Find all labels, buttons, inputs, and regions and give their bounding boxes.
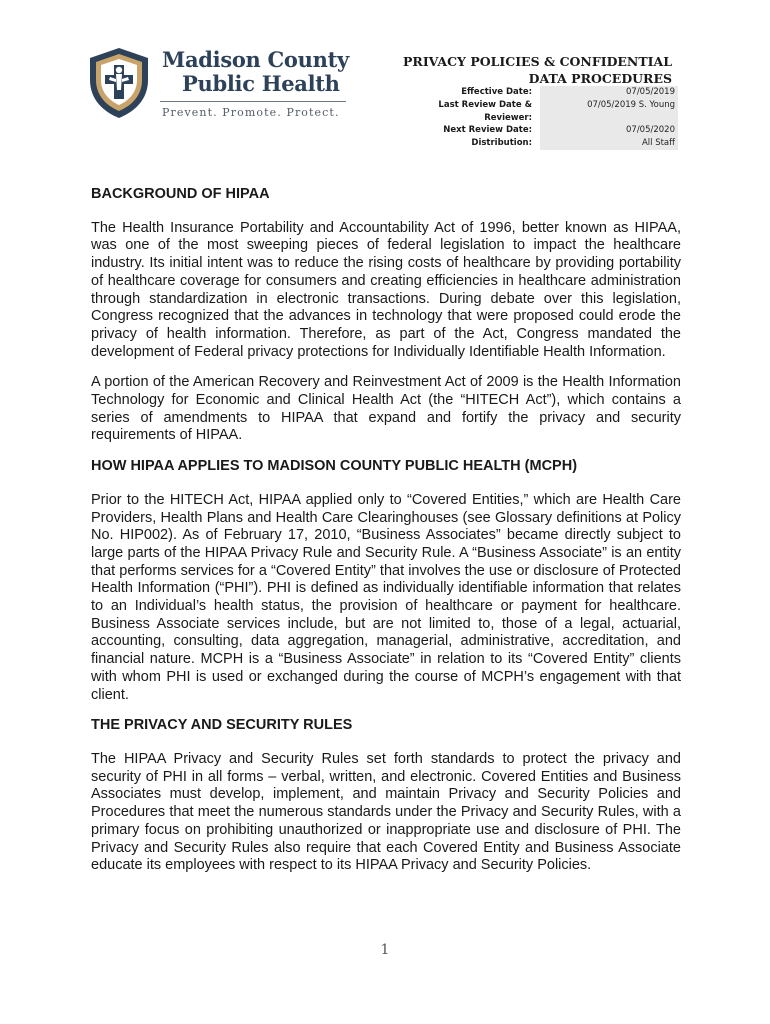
metadata-label: Effective Date: xyxy=(461,87,532,97)
document-title-line2: DATA PROCEDURES xyxy=(528,71,672,86)
page-number: 1 xyxy=(380,942,390,958)
metadata-value: 07/05/2019 S. Young xyxy=(540,99,678,125)
metadata-row-distribution xyxy=(400,137,680,150)
document-title xyxy=(403,53,672,87)
metadata-row-effective-date xyxy=(400,86,680,99)
metadata-value: All Staff xyxy=(540,137,678,150)
metadata-value: 07/05/2020 xyxy=(540,124,678,137)
document-body xyxy=(91,186,681,888)
organization-name-line1: Madison County xyxy=(162,47,349,72)
organization-logo xyxy=(86,46,356,124)
document-title-line1: PRIVACY POLICIES & CONFIDENTIAL xyxy=(403,54,672,69)
metadata-label: Distribution: xyxy=(471,138,532,149)
organization-name-line2: Public Health xyxy=(182,71,340,96)
logo-divider xyxy=(160,101,346,102)
organization-name xyxy=(162,48,349,96)
metadata-value: 07/05/2019 xyxy=(540,86,678,99)
organization-tagline: Prevent. Promote. Protect. xyxy=(162,106,340,119)
paragraph: The Health Insurance Portability and Accountability Act of 1996, better known as HIPAA, was one of the most sweeping pieces of federal legislation to impact the healthcare industry. Its initial intent was to reduce the rising costs of healthcare by providing portability of healthcare coverage for consumers and creating efficiencies in healthcare administration through standardization in electronic transactions. During debate over this legislation, Congress recognized that the advances in technology that were proposed could erode the privacy of health information. Therefore, as part of the Act, Congress mandated the development of Federal privacy protections for Individually Identifiable Health Information. xyxy=(91,219,681,360)
paragraph: Prior to the HITECH Act, HIPAA applied only to “Covered Entities,” which are Health Care Providers, Health Plans and Health Care Clearinghouses (see Glossary definitions at Policy No. HIP002). As of February 17, 2010, “Business Associates” became directly subject to large parts of the HIPAA Privacy Rule and Security Rule. A “Business Associate” is an entity that performs services for a “Covered Entity” that involves the use or disclosure of Protected Health Information (“PHI”). PHI is defined as individually identifiable information that relates to an Individual’s health status, the provision of healthcare or payment for healthcare. Business Associate services include, but are not limited to, those of a legal, actuarial, accounting, consulting, data aggregation, managerial, administrative, accreditation, and financial nature. MCPH is a “Business Associate” in relation to its “Covered Entity” clients with whom PHI is used or exchanged during the course of MCPH’s engagement with that client. xyxy=(91,491,681,703)
document-metadata-table xyxy=(400,86,680,150)
section-heading-applicability: HOW HIPAA APPLIES TO MADISON COUNTY PUBLIC HEALTH (MCPH) xyxy=(91,458,578,475)
section-heading-rules: THE PRIVACY AND SECURITY RULES xyxy=(91,717,353,734)
shield-cross-icon xyxy=(86,46,152,120)
paragraph: The HIPAA Privacy and Security Rules set forth standards to protect the privacy and security of PHI in all forms – verbal, written, and electronic. Covered Entities and Business Associates must develop, implement, and maintain Privacy and Security Policies and Procedures that meet the numerous standards under the Privacy and Security Rules, with a primary focus on prohibiting unauthorized or inappropriate use and disclosure of PHI. The Privacy and Security Rules also require that each Covered Entity and Business Associate educate its employees with respect to its HIPAA Privacy and Security Policies. xyxy=(91,750,681,874)
metadata-row-next-review xyxy=(400,124,680,137)
section-heading-background: BACKGROUND OF HIPAA xyxy=(91,186,270,202)
paragraph: A portion of the American Recovery and Reinvestment Act of 2009 is the Health Information Technology for Economic and Clinical Health Act (the “HITECH Act”), which contains a series of amendments to HIPAA that expand and fortify the privacy and security requirements of HIPAA. xyxy=(91,374,681,444)
metadata-label: Last Review Date & Reviewer: xyxy=(438,99,532,123)
metadata-row-last-review xyxy=(400,99,680,125)
metadata-label: Next Review Date: xyxy=(443,125,532,136)
